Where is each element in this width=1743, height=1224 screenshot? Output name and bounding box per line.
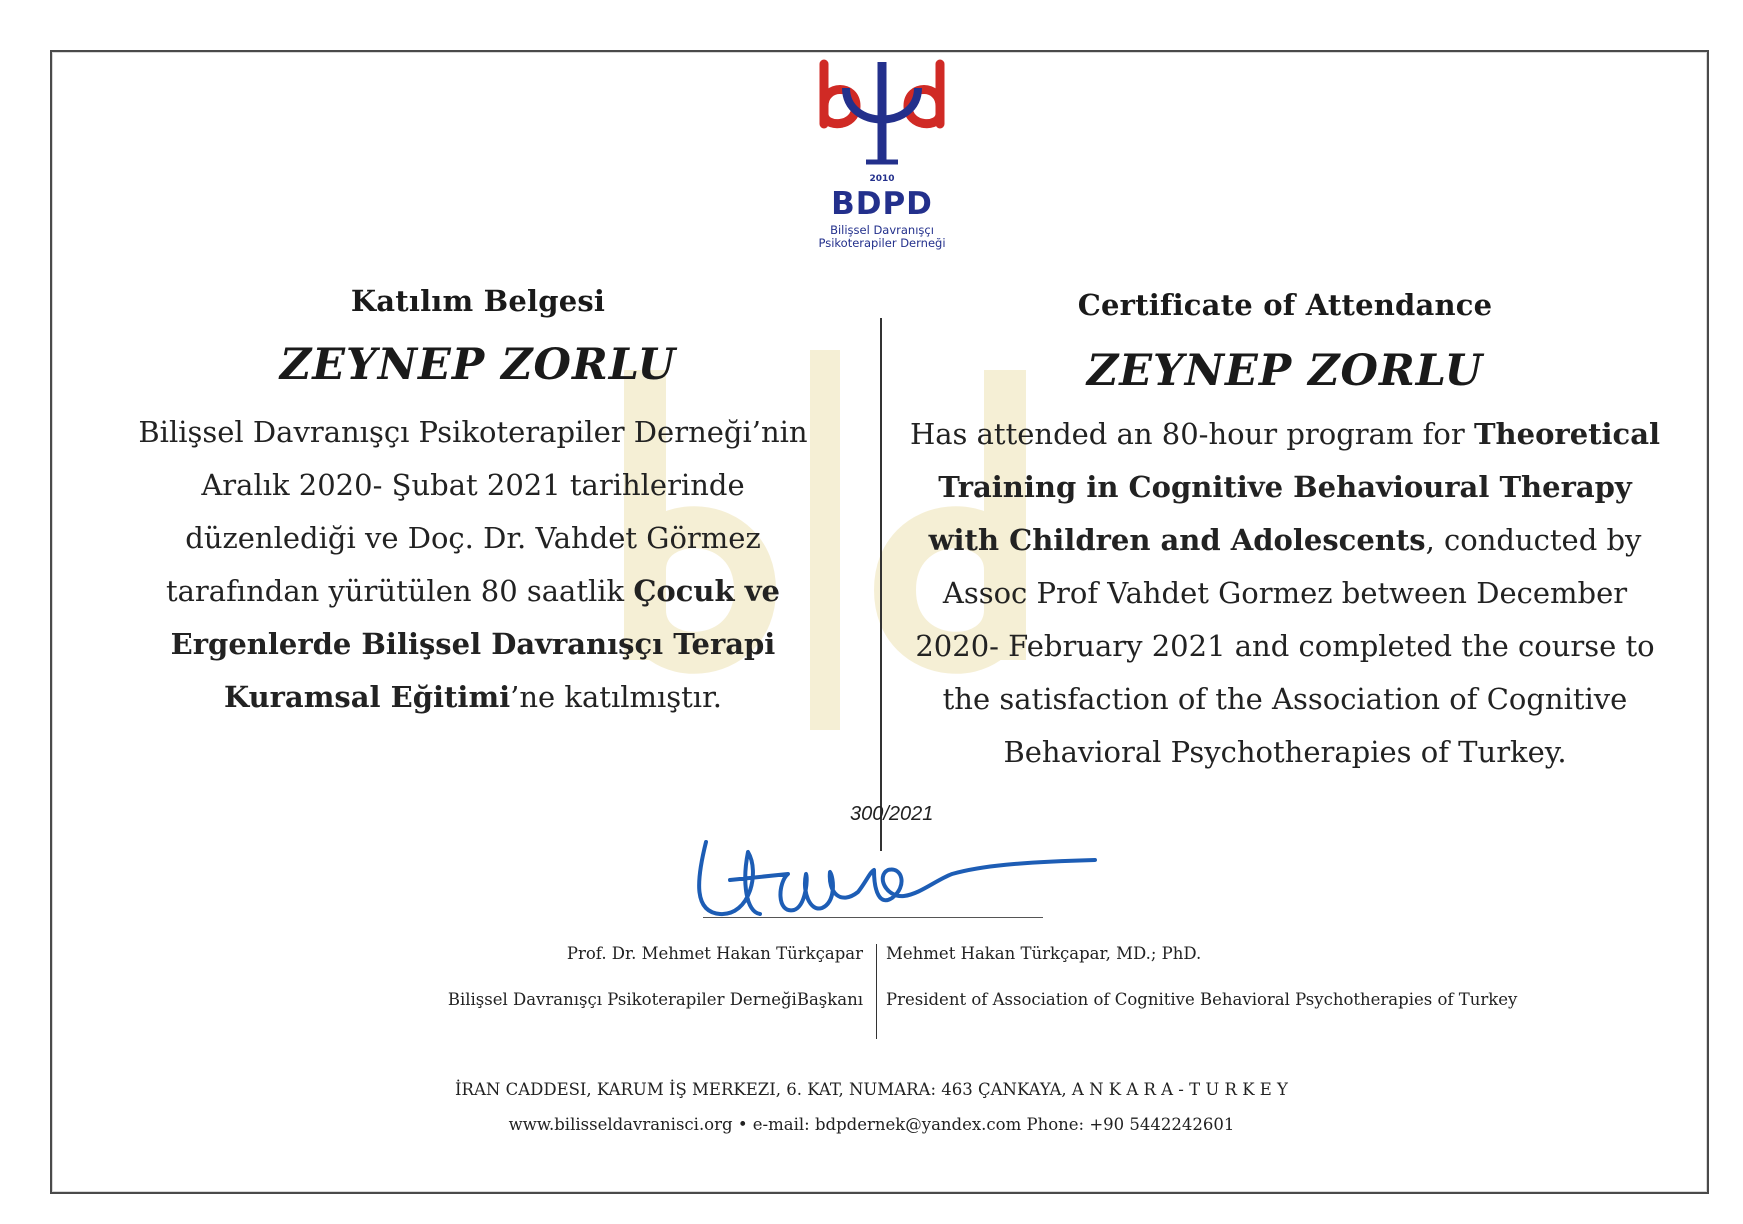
turkish-heading: Katılım Belgesi: [350, 284, 606, 318]
turkish-body: [123, 406, 823, 724]
turkish-body-part2: ’ne katılmıştır.: [510, 680, 722, 714]
footer-contact: www.bilisseldavranisci.org • e-mail: bdpdernek@yandex.com Phone: +90 5442242601: [508, 1115, 1235, 1134]
logo-abbreviation: BDPD: [831, 186, 933, 222]
signatory-title-tr: Bilişsel Davranışçı Psikoterapiler DerneğiBaşkanı: [447, 990, 863, 1009]
turkish-course-title: Çocuk ve Ergenlerde Bilişsel Davranışçı Terapi Kuramsal Eğitimi: [170, 574, 781, 714]
signatory-title-en: President of Association of Cognitive Behavioral Psychotherapies of Turkey: [886, 990, 1518, 1009]
handwritten-signature: [690, 822, 1110, 922]
english-heading: Certificate of Attendance: [1077, 288, 1493, 322]
signatory-name-en: Mehmet Hakan Türkçapar, MD.; PhD.: [886, 944, 1202, 963]
signatory-divider: [876, 944, 877, 1039]
document-number: 300/2021: [850, 803, 934, 825]
bdpd-logo: [808, 58, 956, 258]
signatory-name-tr: Prof. Dr. Mehmet Hakan Türkçapar: [566, 944, 863, 963]
recipient-name-tr: ZEYNEP ZORLU: [279, 340, 677, 390]
psi-logo-icon: [808, 58, 956, 174]
recipient-name-en: ZEYNEP ZORLU: [1086, 346, 1484, 396]
signature-line: [703, 917, 1043, 918]
logo-subtitle: [808, 224, 956, 250]
logo-subtitle-line1: Bilişsel Davranışçı: [830, 223, 934, 237]
logo-year: 2010: [869, 174, 895, 184]
english-body-part1: Has attended an 80-hour program for: [909, 417, 1474, 451]
logo-subtitle-line2: Psikoterapiler Derneği: [818, 236, 946, 250]
english-course-title: Theoretical Training in Cognitive Behavioural Therapy with Children and Adolescents: [928, 417, 1661, 557]
english-body: [905, 408, 1665, 779]
english-body-part2: , conducted by Assoc Prof Vahdet Gormez between December 2020- February 2021 and completed the course to the satisfaction of the Association of Cognitive Behavioral Psychotherapies of Turkey.: [915, 523, 1655, 769]
turkish-body-part1: Bilişsel Davranışçı Psikoterapiler Derneği’nin Aralık 2020- Şubat 2021 tarihlerinde düzenlediği ve Doç. Dr. Vahdet Görmez tarafından yürütülen 80 saatlik: [138, 415, 808, 608]
footer-address: İRAN CADDESI, KARUM İŞ MERKEZI, 6. KAT, NUMARA: 463 ÇANKAYA, A N K A R A - T U R K E Y: [455, 1080, 1288, 1099]
center-divider: [880, 318, 882, 851]
